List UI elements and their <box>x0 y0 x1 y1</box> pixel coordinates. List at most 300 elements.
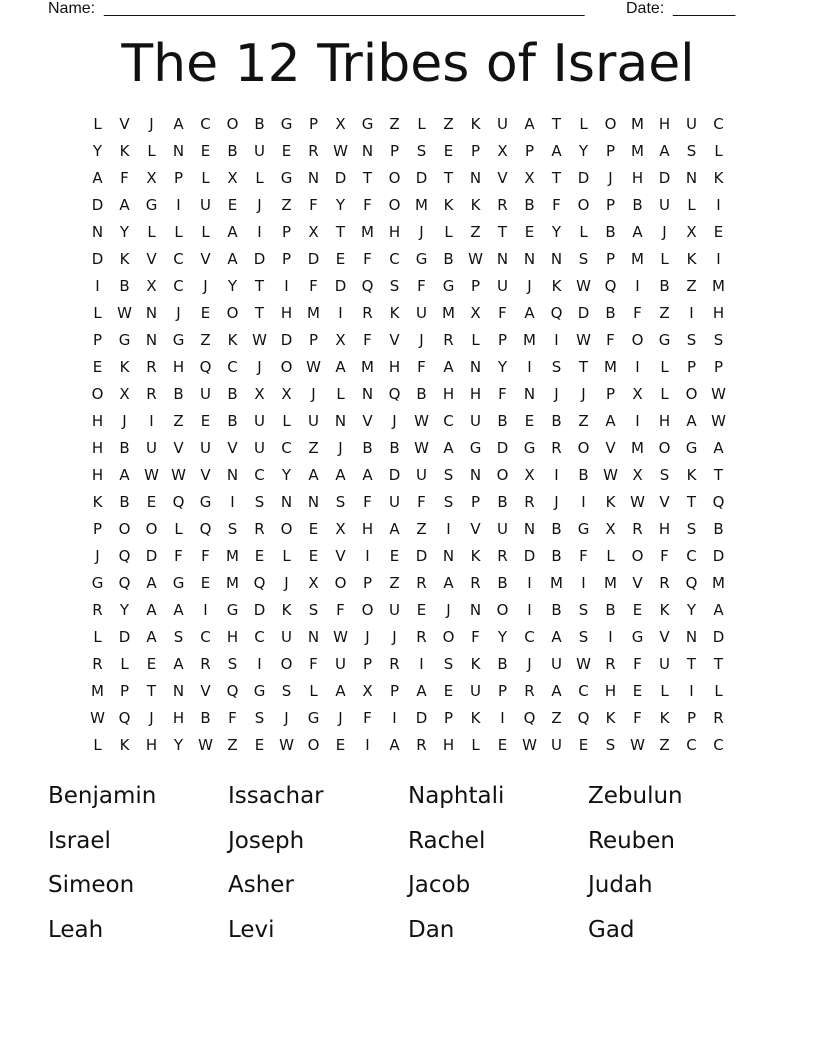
grid-letter: A <box>227 223 238 241</box>
grid-letter: D <box>307 250 320 268</box>
grid-letter: K <box>227 331 238 349</box>
word-list-item: Leah <box>48 916 104 943</box>
grid-letter: I <box>365 547 370 565</box>
grid-letter: R <box>605 655 616 673</box>
grid-letter: B <box>227 142 238 160</box>
grid-letter: F <box>660 547 669 565</box>
grid-letter: E <box>308 520 319 538</box>
grid-letter: X <box>524 169 535 187</box>
grid-letter: E <box>92 358 103 376</box>
grid-letter: N <box>469 169 482 187</box>
grid-letter: E <box>227 196 238 214</box>
grid-letter: R <box>92 655 103 673</box>
grid-letter: B <box>173 385 184 403</box>
grid-letter: O <box>577 439 590 457</box>
grid-letter: J <box>554 385 559 403</box>
grid-letter: I <box>635 412 640 430</box>
grid-letter: I <box>527 358 532 376</box>
grid-letter: D <box>496 439 509 457</box>
grid-letter: D <box>415 547 428 565</box>
grid-letter: N <box>91 223 104 241</box>
grid-letter: H <box>658 412 671 430</box>
grid-letter: P <box>308 331 319 349</box>
grid-letter: V <box>200 250 211 268</box>
grid-letter: I <box>230 493 235 511</box>
grid-letter: L <box>309 682 318 700</box>
grid-letter: T <box>497 223 508 241</box>
grid-letter: N <box>361 142 374 160</box>
grid-letter: K <box>119 250 130 268</box>
grid-letter: F <box>201 547 210 565</box>
grid-letter: G <box>523 439 536 457</box>
grid-letter: H <box>712 304 725 322</box>
grid-letter: X <box>146 277 157 295</box>
grid-letter: P <box>686 358 697 376</box>
grid-letter: S <box>335 493 346 511</box>
date-label: Date: <box>626 0 665 17</box>
grid-letter: L <box>336 385 345 403</box>
grid-letter: Z <box>389 115 400 133</box>
grid-letter: V <box>119 115 130 133</box>
grid-letter: N <box>469 601 482 619</box>
grid-letter: H <box>145 736 158 754</box>
grid-letter: J <box>122 412 127 430</box>
grid-letter: I <box>95 277 100 295</box>
grid-letter: F <box>417 358 426 376</box>
grid-letter: F <box>363 709 372 727</box>
grid-letter: C <box>173 250 184 268</box>
grid-letter: R <box>254 520 265 538</box>
grid-letter: K <box>659 709 670 727</box>
grid-letter: J <box>338 439 343 457</box>
grid-letter: C <box>200 115 211 133</box>
grid-letter: D <box>118 628 131 646</box>
name-blank-line: ______________________________________________________ <box>104 0 585 17</box>
grid-letter: N <box>145 304 158 322</box>
grid-letter: X <box>335 331 346 349</box>
grid-letter: U <box>254 142 265 160</box>
grid-letter: I <box>500 709 505 727</box>
grid-letter: U <box>200 196 211 214</box>
grid-letter: U <box>281 628 292 646</box>
grid-letter: S <box>308 601 319 619</box>
grid-letter: Y <box>281 466 292 484</box>
grid-letter: S <box>578 601 589 619</box>
grid-letter: O <box>280 655 293 673</box>
grid-letter: L <box>93 304 102 322</box>
grid-letter: F <box>336 601 345 619</box>
grid-letter: E <box>335 736 346 754</box>
grid-letter: G <box>631 628 644 646</box>
grid-letter: X <box>308 574 319 592</box>
grid-letter: P <box>470 493 481 511</box>
grid-letter: Z <box>659 736 670 754</box>
grid-letter: R <box>200 655 211 673</box>
grid-letter: C <box>227 358 238 376</box>
grid-letter: B <box>362 439 373 457</box>
grid-letter: G <box>307 709 320 727</box>
grid-letter: T <box>686 493 697 511</box>
grid-letter: G <box>280 169 293 187</box>
grid-letter: E <box>632 601 643 619</box>
grid-letter: N <box>172 682 185 700</box>
grid-letter: T <box>713 466 724 484</box>
grid-letter: I <box>203 601 208 619</box>
grid-letter: J <box>257 196 262 214</box>
grid-letter: C <box>686 547 697 565</box>
grid-letter: J <box>527 655 532 673</box>
grid-letter: F <box>363 331 372 349</box>
grid-letter: I <box>608 628 613 646</box>
grid-letter: G <box>226 601 239 619</box>
grid-letter: O <box>307 736 320 754</box>
grid-letter: N <box>145 331 158 349</box>
grid-letter: M <box>226 547 239 565</box>
grid-letter: F <box>498 304 507 322</box>
grid-letter: R <box>497 196 508 214</box>
grid-letter: S <box>254 709 265 727</box>
grid-letter: D <box>280 331 293 349</box>
grid-letter: Z <box>551 709 562 727</box>
grid-letter: M <box>712 277 725 295</box>
grid-letter: S <box>443 655 454 673</box>
grid-letter: G <box>253 682 266 700</box>
word-list-item: Gad <box>588 916 635 943</box>
grid-letter: Y <box>335 196 346 214</box>
grid-letter: E <box>524 412 535 430</box>
grid-letter: S <box>389 277 400 295</box>
grid-letter: Z <box>416 520 427 538</box>
grid-letter: E <box>200 412 211 430</box>
grid-letter: X <box>686 223 697 241</box>
word-list-item: Naphtali <box>408 783 505 809</box>
grid-letter: M <box>631 115 644 133</box>
grid-letter: L <box>255 169 264 187</box>
grid-letter: U <box>200 439 211 457</box>
grid-letter: S <box>416 142 427 160</box>
grid-letter: Z <box>227 736 238 754</box>
grid-letter: Z <box>200 331 211 349</box>
grid-letter: A <box>524 115 535 133</box>
grid-letter: R <box>92 601 103 619</box>
grid-letter: U <box>497 277 508 295</box>
grid-letter: K <box>686 250 697 268</box>
grid-letter: I <box>581 574 586 592</box>
grid-letter: P <box>281 223 292 241</box>
grid-letter: J <box>419 331 424 349</box>
grid-letter: O <box>145 520 158 538</box>
grid-letter: S <box>713 331 724 349</box>
grid-letter: A <box>659 142 670 160</box>
grid-letter: U <box>389 601 400 619</box>
grid-letter: A <box>146 574 157 592</box>
grid-letter: I <box>635 277 640 295</box>
grid-letter: W <box>144 466 159 484</box>
grid-letter: F <box>309 655 318 673</box>
grid-letter: I <box>149 412 154 430</box>
grid-letter: W <box>603 466 618 484</box>
grid-letter: N <box>442 547 455 565</box>
grid-letter: P <box>470 142 481 160</box>
grid-letter: Y <box>551 223 562 241</box>
grid-letter: E <box>389 547 400 565</box>
grid-letter: N <box>469 466 482 484</box>
grid-letter: U <box>497 115 508 133</box>
grid-letter: F <box>228 709 237 727</box>
grid-letter: U <box>470 412 481 430</box>
grid-letter: K <box>659 601 670 619</box>
grid-letter: H <box>658 115 671 133</box>
grid-letter: B <box>578 466 589 484</box>
grid-letter: M <box>361 358 374 376</box>
grid-letter: U <box>686 115 697 133</box>
grid-letter: D <box>415 709 428 727</box>
grid-letter: Y <box>119 223 130 241</box>
grid-letter: B <box>227 385 238 403</box>
grid-letter: U <box>659 655 670 673</box>
grid-letter: W <box>630 493 645 511</box>
grid-letter: S <box>254 493 265 511</box>
grid-letter: L <box>147 223 156 241</box>
grid-letter: O <box>604 115 617 133</box>
grid-letter: D <box>145 547 158 565</box>
grid-letter: W <box>576 331 591 349</box>
grid-letter: W <box>252 331 267 349</box>
grid-letter: M <box>604 574 617 592</box>
grid-letter: V <box>200 682 211 700</box>
grid-letter: F <box>633 709 642 727</box>
grid-letter: U <box>551 736 562 754</box>
grid-letter: K <box>470 196 481 214</box>
grid-letter: U <box>416 466 427 484</box>
grid-letter: A <box>443 574 454 592</box>
grid-letter: Q <box>226 682 239 700</box>
grid-letter: O <box>280 520 293 538</box>
grid-letter: E <box>200 304 211 322</box>
grid-letter: B <box>119 277 130 295</box>
grid-letter: A <box>119 466 130 484</box>
grid-letter: D <box>523 547 536 565</box>
grid-letter: W <box>306 358 321 376</box>
grid-letter: L <box>201 223 210 241</box>
grid-letter: J <box>257 358 262 376</box>
grid-letter: U <box>146 439 157 457</box>
grid-letter: W <box>117 304 132 322</box>
grid-letter: M <box>604 358 617 376</box>
grid-letter: D <box>577 304 590 322</box>
grid-letter: L <box>174 223 183 241</box>
grid-letter: L <box>147 142 156 160</box>
grid-letter: R <box>146 358 157 376</box>
grid-letter: H <box>442 736 455 754</box>
grid-letter: R <box>524 682 535 700</box>
grid-letter: W <box>333 142 348 160</box>
grid-letter: I <box>689 304 694 322</box>
grid-letter: T <box>335 223 346 241</box>
grid-letter: N <box>523 385 536 403</box>
word-list-item: Rachel <box>408 827 486 854</box>
grid-letter: K <box>686 466 697 484</box>
grid-letter: C <box>686 736 697 754</box>
grid-letter: P <box>389 142 400 160</box>
grid-letter: J <box>284 709 289 727</box>
grid-letter: D <box>253 601 266 619</box>
word-list-item: Simeon <box>48 872 135 898</box>
grid-letter: G <box>172 574 185 592</box>
grid-letter: G <box>685 439 698 457</box>
grid-letter: X <box>524 466 535 484</box>
grid-letter: O <box>631 547 644 565</box>
grid-letter: F <box>363 196 372 214</box>
grid-letter: N <box>685 628 698 646</box>
grid-letter: T <box>713 655 724 673</box>
grid-letter: Q <box>712 493 725 511</box>
grid-letter: N <box>334 412 347 430</box>
grid-letter: Z <box>443 115 454 133</box>
grid-letter: N <box>172 142 185 160</box>
grid-letter: P <box>443 709 454 727</box>
grid-letter: J <box>554 493 559 511</box>
grid-letter: Y <box>686 601 697 619</box>
grid-letter: B <box>497 412 508 430</box>
grid-letter: Q <box>577 709 590 727</box>
grid-letter: E <box>524 223 535 241</box>
grid-letter: H <box>361 520 374 538</box>
grid-letter: D <box>334 277 347 295</box>
grid-letter: K <box>605 709 616 727</box>
grid-letter: P <box>605 142 616 160</box>
grid-letter: I <box>689 682 694 700</box>
grid-letter: W <box>468 250 483 268</box>
page-title: The 12 Tribes of Israel <box>121 34 695 94</box>
grid-letter: B <box>551 601 562 619</box>
grid-letter: U <box>551 655 562 673</box>
grid-letter: W <box>414 412 429 430</box>
grid-letter: U <box>497 520 508 538</box>
grid-letter: C <box>281 439 292 457</box>
grid-letter: O <box>631 331 644 349</box>
grid-letter: E <box>200 142 211 160</box>
grid-letter: M <box>631 439 644 457</box>
grid-letter: K <box>389 304 400 322</box>
grid-letter: U <box>416 304 427 322</box>
grid-letter: P <box>389 682 400 700</box>
grid-letter: B <box>605 223 616 241</box>
grid-letter: O <box>388 196 401 214</box>
word-list-item: Joseph <box>228 827 305 854</box>
grid-letter: A <box>416 682 427 700</box>
grid-letter: L <box>660 250 669 268</box>
grid-letter: O <box>496 466 509 484</box>
grid-letter: V <box>605 439 616 457</box>
grid-letter: H <box>388 223 401 241</box>
grid-letter: J <box>176 304 181 322</box>
grid-letter: T <box>254 277 265 295</box>
grid-letter: V <box>335 547 346 565</box>
grid-letter: K <box>470 547 481 565</box>
grid-letter: S <box>173 628 184 646</box>
grid-letter: B <box>416 385 427 403</box>
grid-letter: B <box>605 304 616 322</box>
grid-letter: E <box>335 250 346 268</box>
grid-letter: F <box>120 169 129 187</box>
grid-letter: S <box>227 655 238 673</box>
grid-letter: Q <box>361 277 374 295</box>
grid-letter: A <box>632 223 643 241</box>
grid-letter: H <box>91 412 104 430</box>
grid-letter: R <box>416 574 427 592</box>
grid-letter: E <box>281 142 292 160</box>
grid-letter: R <box>308 142 319 160</box>
grid-letter: Y <box>92 142 103 160</box>
grid-letter: C <box>254 628 265 646</box>
grid-letter: C <box>578 682 589 700</box>
grid-letter: L <box>444 223 453 241</box>
grid-letter: J <box>149 709 154 727</box>
grid-letter: F <box>363 493 372 511</box>
grid-letter: H <box>91 439 104 457</box>
grid-letter: W <box>198 736 213 754</box>
grid-letter: T <box>551 115 562 133</box>
grid-letter: V <box>200 466 211 484</box>
grid-letter: R <box>497 547 508 565</box>
grid-letter: O <box>118 520 131 538</box>
grid-letter: D <box>388 466 401 484</box>
grid-letter: N <box>361 385 374 403</box>
grid-letter: L <box>93 628 102 646</box>
grid-letter: W <box>576 655 591 673</box>
grid-letter: K <box>119 736 130 754</box>
grid-letter: O <box>361 601 374 619</box>
grid-letter: N <box>685 169 698 187</box>
grid-letter: E <box>146 655 157 673</box>
grid-letter: K <box>605 493 616 511</box>
grid-letter: B <box>605 601 616 619</box>
grid-letter: L <box>714 142 723 160</box>
grid-letter: P <box>92 520 103 538</box>
grid-letter: B <box>713 520 724 538</box>
grid-letter: R <box>389 655 400 673</box>
grid-letter: W <box>333 628 348 646</box>
grid-letter: J <box>419 223 424 241</box>
grid-letter: A <box>524 304 535 322</box>
grid-letter: P <box>686 709 697 727</box>
grid-letter: I <box>284 277 289 295</box>
grid-letter: Q <box>118 547 131 565</box>
grid-letter: O <box>226 304 239 322</box>
grid-letter: D <box>577 169 590 187</box>
grid-letter: T <box>146 682 157 700</box>
grid-letter: H <box>280 304 293 322</box>
grid-letter: W <box>711 412 726 430</box>
grid-letter: A <box>551 142 562 160</box>
grid-letter: G <box>415 250 428 268</box>
grid-letter: P <box>605 196 616 214</box>
grid-letter: W <box>576 277 591 295</box>
grid-letter: S <box>686 331 697 349</box>
grid-letter: A <box>335 466 346 484</box>
grid-letter: J <box>392 628 397 646</box>
word-list-item: Issachar <box>228 783 324 809</box>
grid-letter: W <box>630 736 645 754</box>
grid-letter: M <box>226 574 239 592</box>
grid-letter: U <box>308 412 319 430</box>
grid-letter: F <box>309 277 318 295</box>
grid-letter: M <box>631 250 644 268</box>
grid-letter: L <box>282 412 291 430</box>
grid-letter: B <box>551 520 562 538</box>
grid-letter: B <box>659 277 670 295</box>
